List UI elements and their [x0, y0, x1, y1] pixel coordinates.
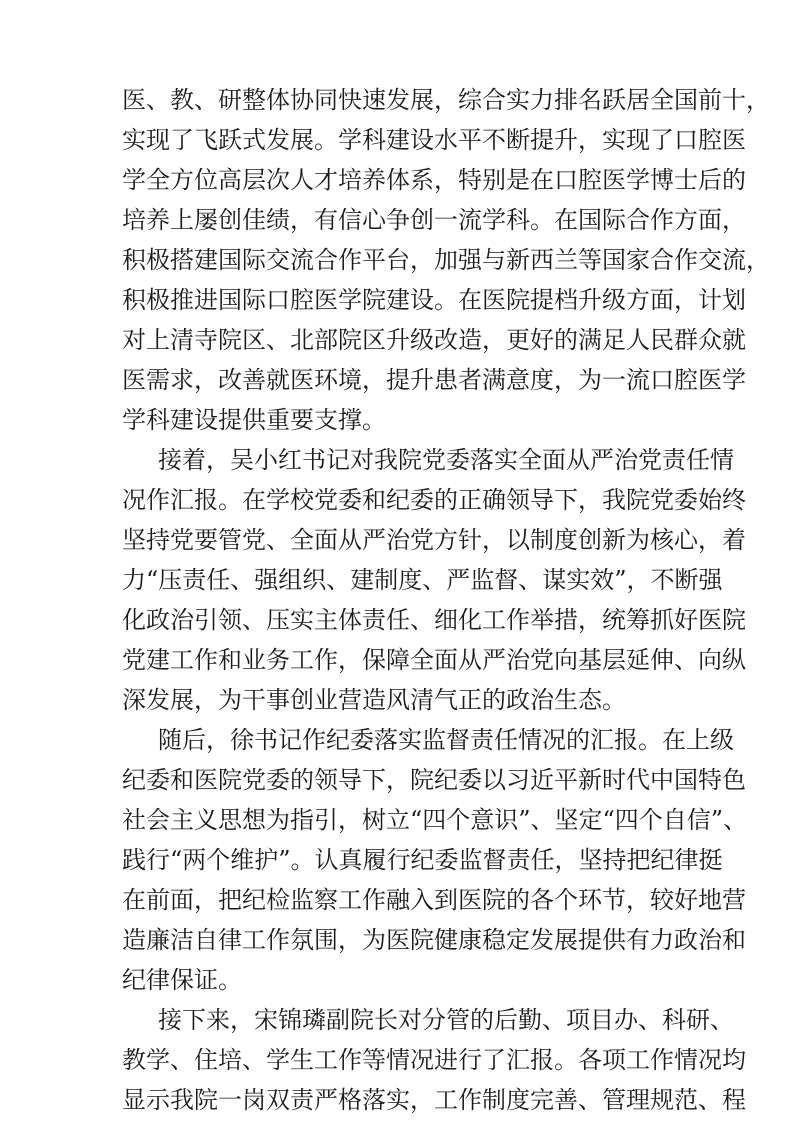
text-line: 纪律保证。	[122, 966, 242, 994]
paragraph-first-line: 接着，吴小红书记对我院党委落实全面从严治党责任情	[158, 446, 734, 474]
text-line: 在前面，把纪检监察工作融入到医院的各个环节，较好地营	[122, 886, 746, 914]
text-line: 医需求，改善就医环境，提升患者满意度，为一流口腔医学	[122, 366, 746, 394]
text-line: 深发展，为干事创业营造风清气正的政治生态。	[122, 686, 626, 714]
text-line: 纪委和医院党委的领导下，院纪委以习近平新时代中国特色	[122, 766, 746, 794]
text-line: 学全方位高层次人才培养体系，特别是在口腔医学博士后的	[122, 166, 746, 194]
paragraph-first-line: 接下来，宋锦璘副院长对分管的后勤、项目办、科研、	[158, 1006, 734, 1034]
text-line: 培养上屡创佳绩，有信心争创一流学科。在国际合作方面，	[122, 206, 746, 234]
text-line: 况作汇报。在学校党委和纪委的正确领导下，我院党委始终	[122, 486, 746, 514]
text-line: 力“压责任、强组织、建制度、严监督、谋实效”，不断强	[122, 566, 723, 594]
text-line: 积极搭建国际交流合作平台，加强与新西兰等国家合作交流，	[122, 246, 770, 274]
text-line: 对上清寺院区、北部院区升级改造，更好的满足人民群众就	[122, 326, 746, 354]
text-line: 医、教、研整体协同快速发展，综合实力排名跃居全国前十，	[122, 86, 770, 114]
text-line: 社会主义思想为指引，树立“四个意识”、坚定“四个自信”、	[122, 806, 748, 834]
text-line: 教学、住培、学生工作等情况进行了汇报。各项工作情况均	[122, 1046, 746, 1074]
text-line: 化政治引领、压实主体责任、细化工作举措，统筹抓好医院	[122, 606, 746, 634]
text-line: 党建工作和业务工作，保障全面从严治党向基层延伸、向纵	[122, 646, 746, 674]
text-line: 践行“两个维护”。认真履行纪委监督责任，坚持把纪律挺	[122, 846, 723, 874]
text-line: 坚持党要管党、全面从严治党方针，以制度创新为核心，着	[122, 526, 746, 554]
text-line: 积极推进国际口腔医学院建设。在医院提档升级方面，计划	[122, 286, 746, 314]
paragraph-first-line: 随后，徐书记作纪委落实监督责任情况的汇报。在上级	[158, 726, 734, 754]
text-line: 学科建设提供重要支撑。	[122, 406, 386, 434]
text-line: 造廉洁自律工作氛围，为医院健康稳定发展提供有力政治和	[122, 926, 746, 954]
text-line: 实现了飞跃式发展。学科建设水平不断提升，实现了口腔医	[122, 126, 746, 154]
text-line: 显示我院一岗双责严格落实，工作制度完善、管理规范、程	[122, 1086, 746, 1114]
